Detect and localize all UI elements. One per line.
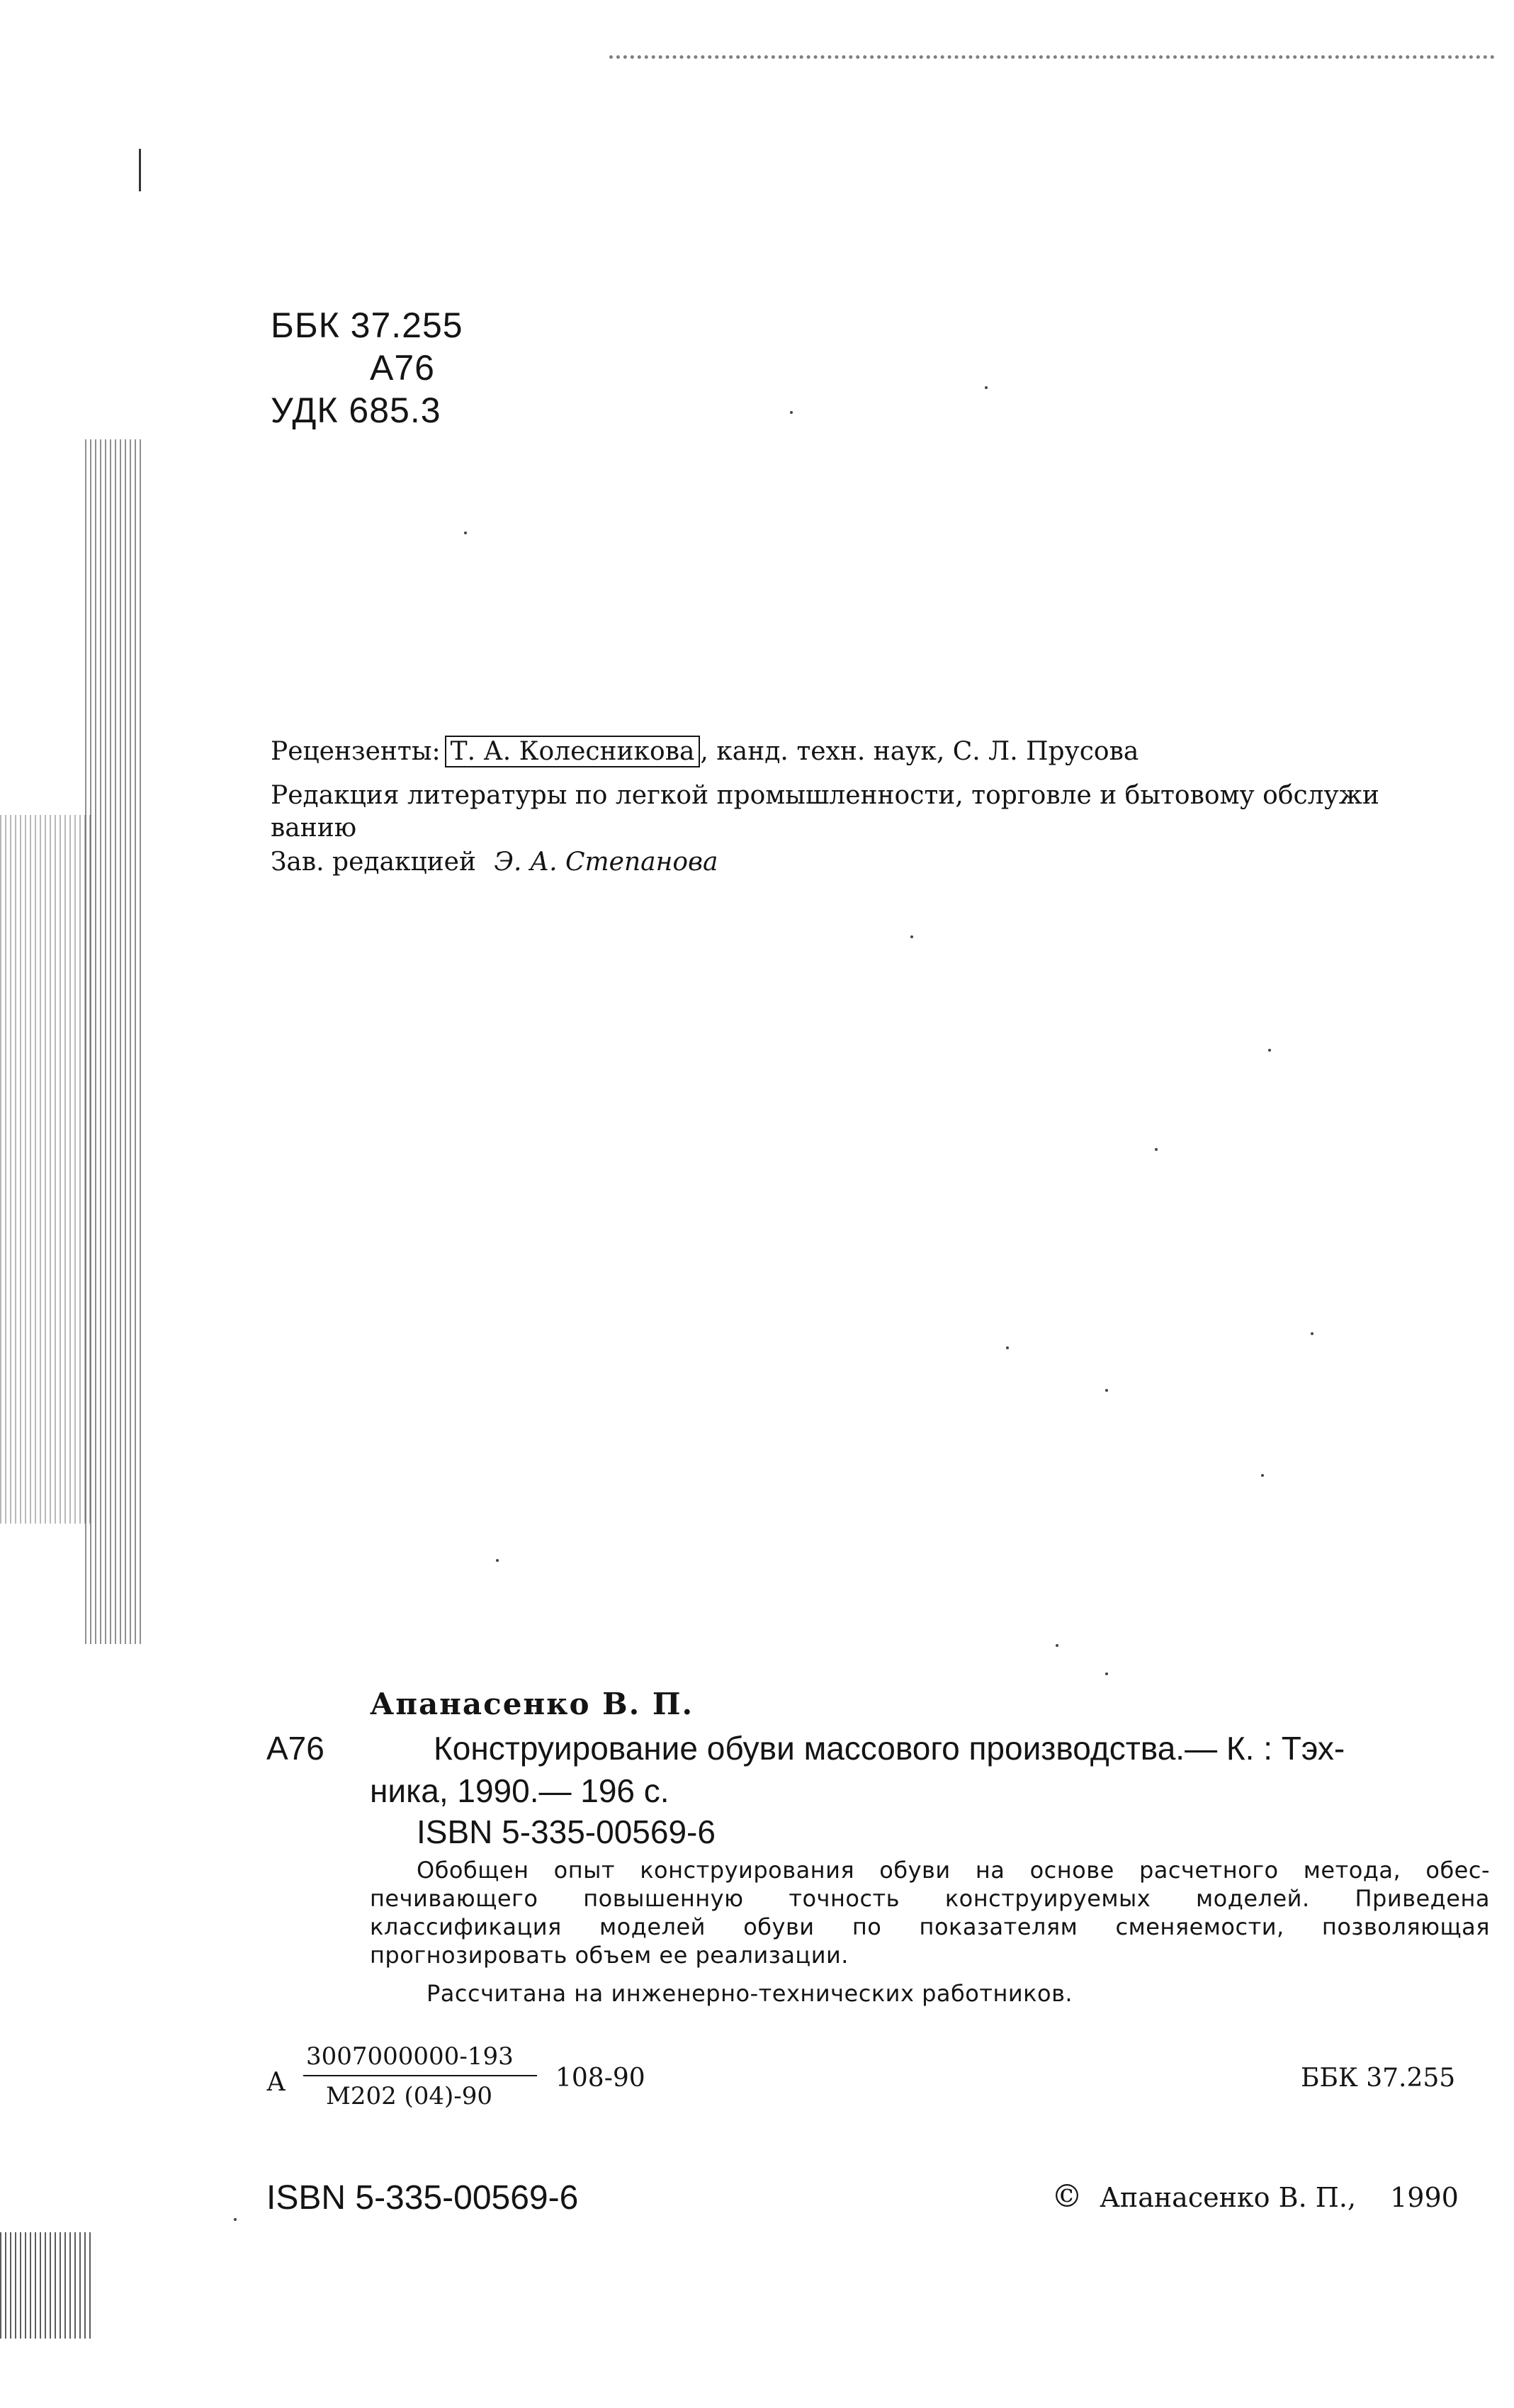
imprint-letter: А bbox=[266, 2068, 286, 2097]
scan-edge-noise bbox=[85, 439, 142, 1644]
scan-speck bbox=[790, 411, 793, 414]
reviewer-boxed-name: Т. А. Колесникова bbox=[445, 736, 701, 767]
scan-speck bbox=[1105, 1389, 1108, 1392]
scan-speck bbox=[464, 531, 467, 534]
head-name: Э. А. Степанова bbox=[494, 848, 718, 877]
record-index: А76 bbox=[266, 1730, 324, 1767]
record-isbn: ISBN 5-335-00569-6 bbox=[417, 1813, 716, 1850]
abstract-line-3: классификация моделей обуви по показателям сменяемости, позволяющая bbox=[370, 1913, 1490, 1940]
reviewers-line bbox=[271, 737, 1139, 766]
copyright-icon: © bbox=[1051, 2178, 1083, 2215]
copyright-holder: Апанасенко В. П., bbox=[1100, 2182, 1357, 2213]
scan-speck bbox=[910, 935, 913, 938]
scan-speck bbox=[1006, 1346, 1009, 1349]
imprint-numerator: 3007000000-193 bbox=[306, 2042, 514, 2071]
editorial-line-2: ванию bbox=[271, 814, 357, 843]
record-title-line-1: Конструирование обуви массового производства.— К. : Тэх- bbox=[434, 1730, 1345, 1767]
udk-code: УДК 685.3 bbox=[271, 390, 441, 430]
imprint-isbn: ISBN 5-335-00569-6 bbox=[266, 2179, 579, 2217]
scan-speck bbox=[234, 2218, 237, 2221]
scan-artifact-top bbox=[609, 55, 1495, 59]
scan-speck bbox=[1155, 1148, 1158, 1151]
abstract-line-1: Обобщен опыт конструирования обуви на основе расчетного метода, обес- bbox=[417, 1857, 1490, 1884]
editorial-head bbox=[271, 848, 718, 877]
scan-speck bbox=[985, 386, 988, 389]
record-title-line-2: ника, 1990.— 196 с. bbox=[370, 1772, 670, 1809]
scan-speck bbox=[1268, 1049, 1271, 1052]
abstract-line-2: печивающего повышенную точность конструируемых моделей. Приведена bbox=[370, 1885, 1490, 1912]
scan-speck bbox=[1105, 1672, 1108, 1675]
scan-edge-noise bbox=[0, 815, 92, 1524]
scan-speck bbox=[496, 1559, 499, 1562]
copyright-line bbox=[1051, 2178, 1459, 2215]
author-index: А76 bbox=[370, 348, 435, 388]
copyright-year: 1990 bbox=[1390, 2182, 1459, 2213]
imprint-code: 108-90 bbox=[555, 2064, 645, 2093]
scan-artifact-tick bbox=[139, 149, 141, 191]
scan-speck bbox=[1056, 1644, 1058, 1647]
bbk-code: ББК 37.255 bbox=[271, 305, 463, 345]
abstract-line-4: прогнозировать объем ее реализации. bbox=[370, 1942, 849, 1969]
imprint-denominator: М202 (04)-90 bbox=[326, 2082, 493, 2110]
head-label: Зав. редакцией bbox=[271, 848, 476, 877]
imprint-fraction-bar bbox=[303, 2075, 537, 2076]
scan-speck bbox=[1261, 1474, 1264, 1477]
reviewers-rest: , канд. техн. наук, С. Л. Прусова bbox=[700, 737, 1139, 766]
scan-speck bbox=[1311, 1332, 1314, 1335]
editorial-line-1: Редакция литературы по легкой промышленности, торговле и бытовому обслужи bbox=[271, 781, 1379, 810]
record-author: Апанасенко В. П. bbox=[370, 1687, 694, 1721]
reviewers-label: Рецензенты: bbox=[271, 737, 441, 766]
imprint-bbk: ББК 37.255 bbox=[1301, 2064, 1456, 2093]
scan-edge-noise bbox=[0, 2232, 92, 2339]
record-audience: Рассчитана на инженерно-технических работников. bbox=[426, 1980, 1073, 2007]
